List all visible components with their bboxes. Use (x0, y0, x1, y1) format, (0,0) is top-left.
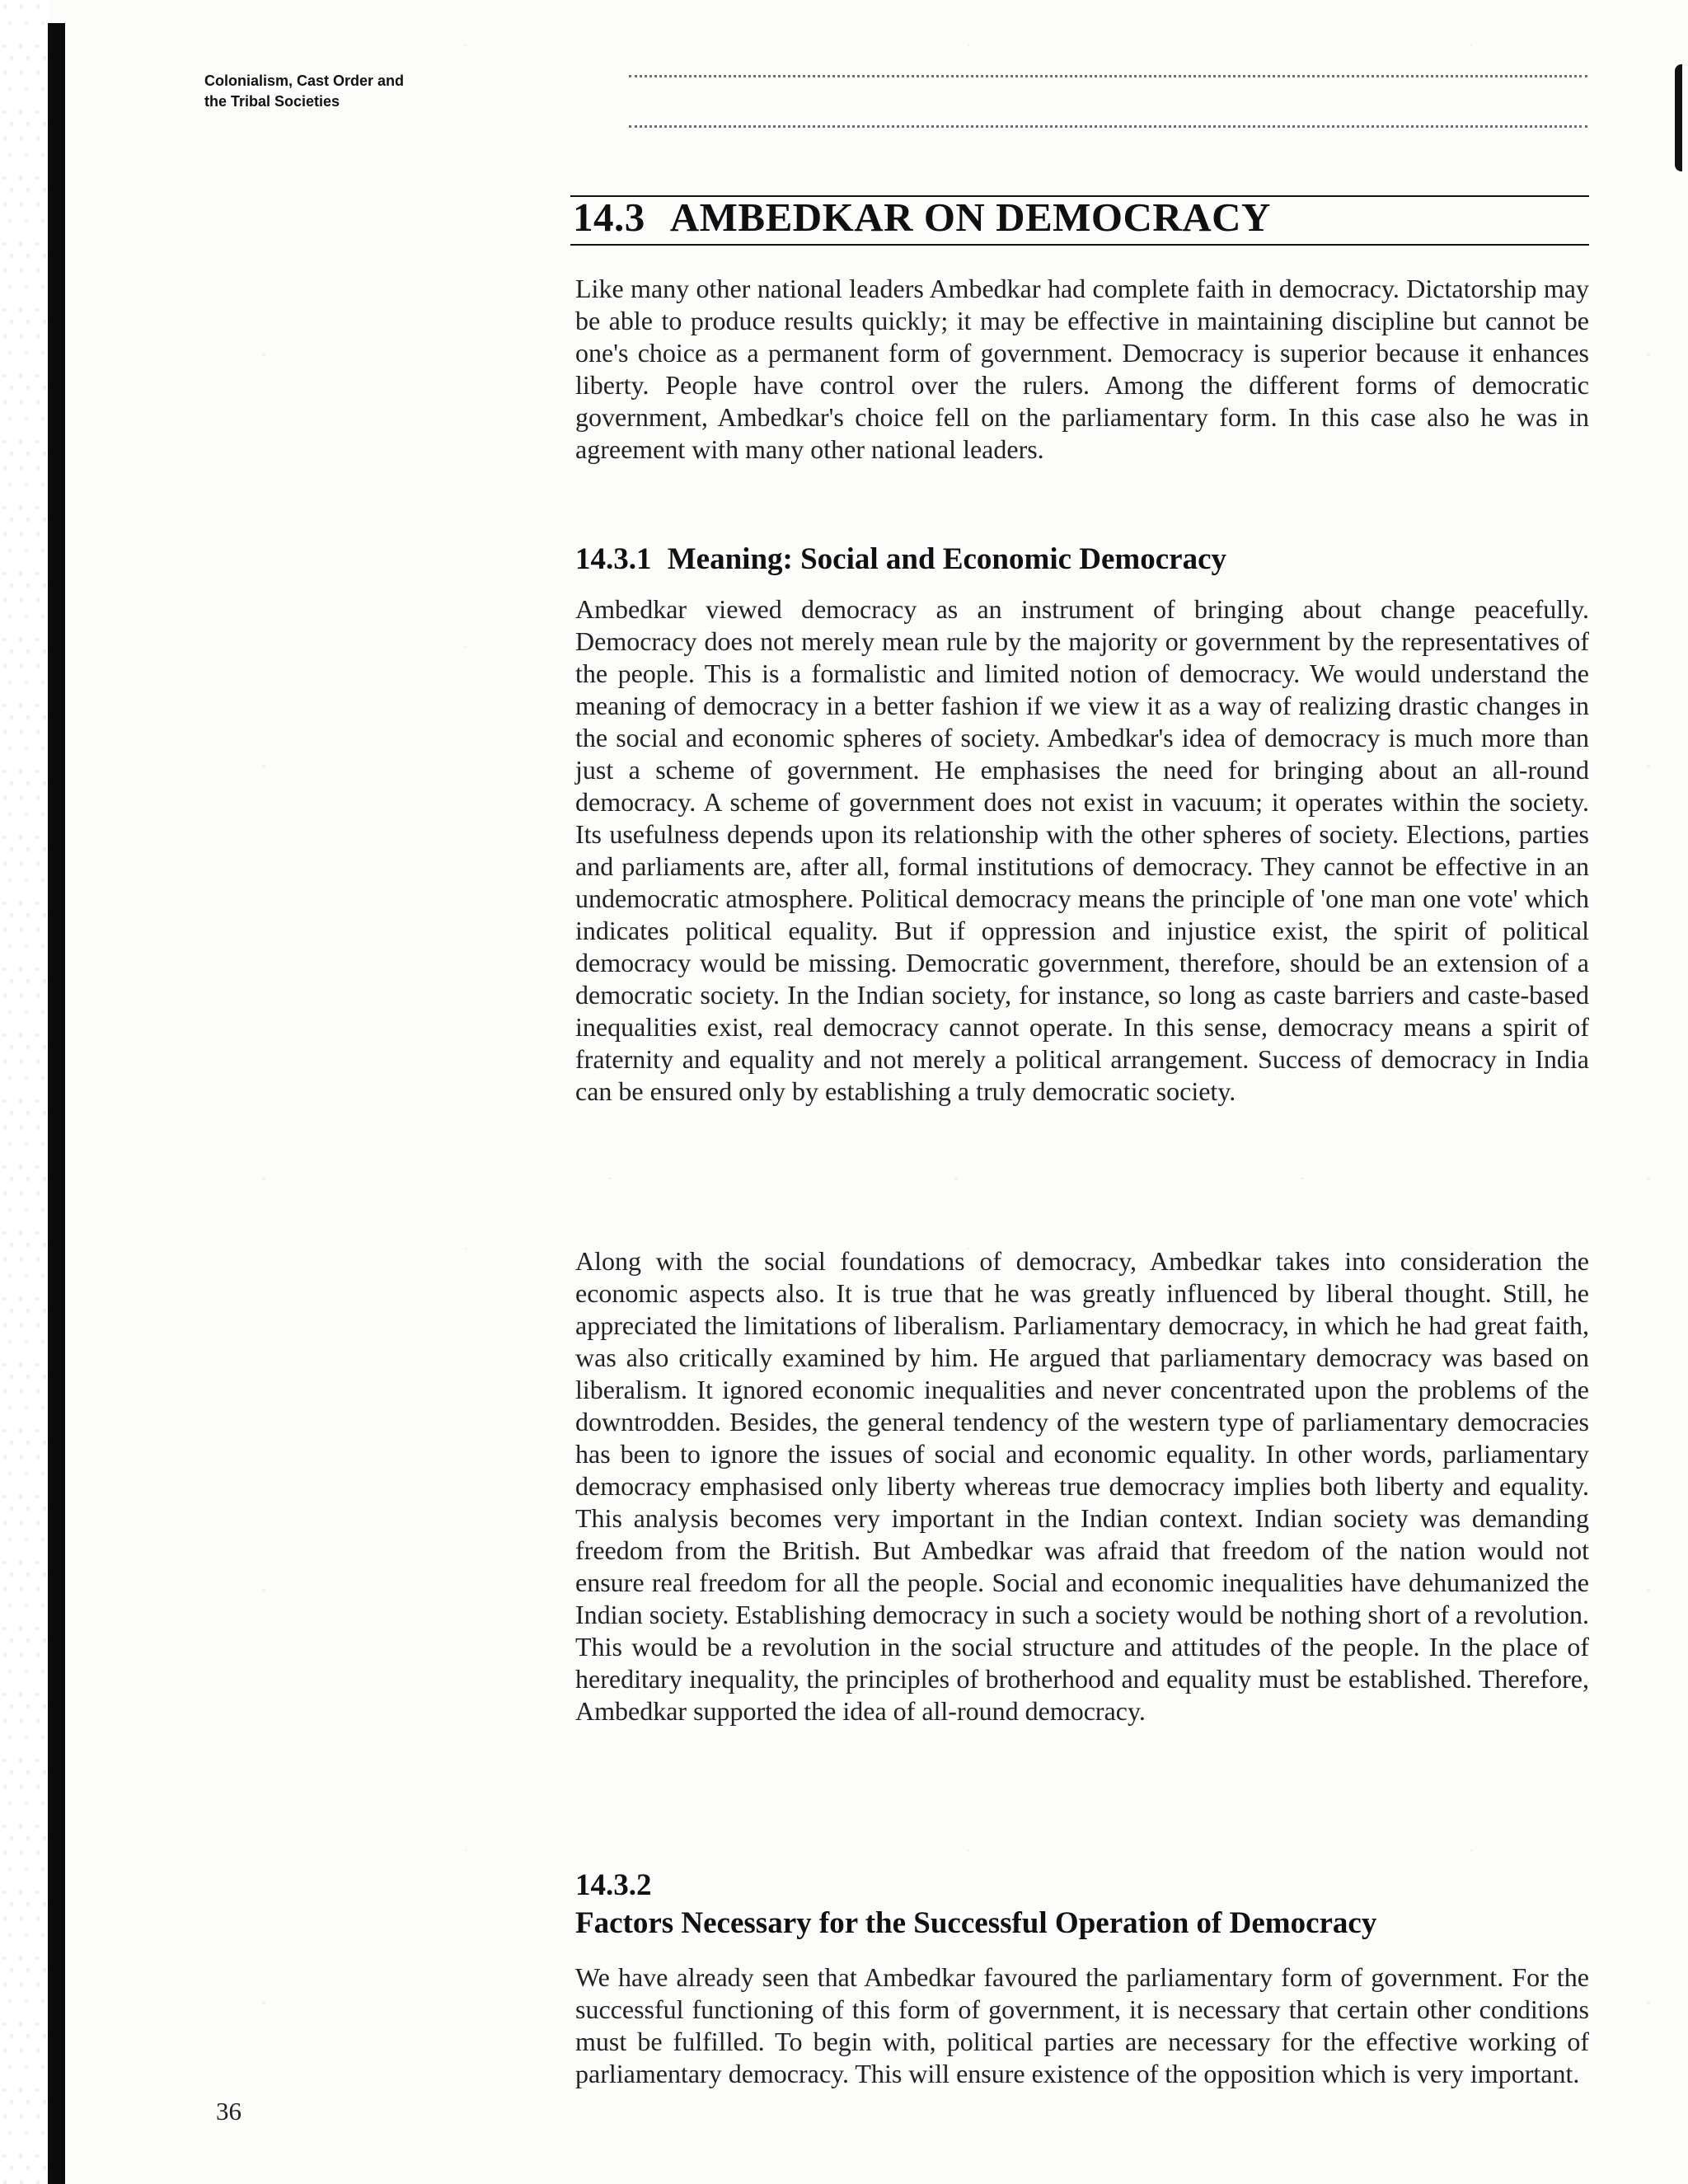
subsection-number: 14.3.2 (575, 1868, 652, 1902)
running-head-line-1: Colonialism, Cast Order and (204, 73, 405, 89)
subsection-14-3-1-paragraph-2-block (575, 1245, 1589, 1727)
subsection-14-3-1-paragraph-1-block (575, 593, 1589, 1108)
body-paragraph: Along with the social foundations of democracy, Ambedkar takes into consideration the economic aspects also. It is true that he was greatly influenced by liberal thought. Still, he appreciated the limitations of liberalism. Parliamentary democracy, in which he had great faith, was also critically examined by him. He argued that parliamentary democracy was based on liberalism. It ignored economic inequalities and never concentrated upon the problems of the downtrodden. Besides, the general tendency of the western type of parliamentary democracies has been to ignore the issues of social and economic equality. In other words, parliamentary democracy emphasised only liberty whereas true democracy implies both liberty and equality. This analysis becomes very important in the Indian context. Indian society was demanding freedom from the British. But Ambedkar was afraid that freedom of the nation would not ensure real freedom for all the people. Social and economic inequalities have dehumanized the Indian society. Establishing democracy in such a society would be nothing short of a revolution. This would be a revolution in the social structure and attitudes of the people. In the place of hereditary inequality, the principles of brotherhood and equality must be established. Therefore, Ambedkar supported the idea of all-round democracy. (575, 1246, 1589, 1726)
intro-paragraph: Like many other national leaders Ambedkar had complete faith in democracy. Dictatorship may be able to produce results quickly; it may be effective in maintaining discipline but cannot be one's choice as a permanent form of government. Democracy is superior because it enhances liberty. People have control over the rulers. Among the different forms of democratic government, Ambedkar's choice fell on the parliamentary form. In this case also he was in agreement with many other national leaders. (575, 274, 1589, 464)
dotted-answer-line-2 (629, 125, 1587, 128)
right-margin-scan-mark (1675, 64, 1682, 171)
book-binding-shadow (48, 23, 65, 2184)
running-head (204, 71, 551, 112)
page-number: 36 (216, 2097, 241, 2125)
section-title-bottom-rule (570, 244, 1589, 246)
intro-text-block (575, 273, 1589, 466)
subsection-title: Factors Necessary for the Successful Operation of Democracy (575, 1906, 1377, 1940)
section-number: 14.3 (573, 194, 645, 240)
scan-noise-texture (0, 0, 48, 2184)
section-title (573, 194, 1271, 241)
subsection-heading-14-3-1 (575, 541, 1226, 579)
body-paragraph: Ambedkar viewed democracy as an instrument of bringing about change peacefully. Democracy does not merely mean rule by the majority or government by the representatives of the people. This is a formalistic and limited notion of democracy. We would understand the meaning of democracy in a better fashion if we view it as a way of realizing drastic changes in the social and economic spheres of society. Ambedkar's idea of democracy is much more than just a scheme of government. He emphasises the need for bringing about an all-round democracy. A scheme of government does not exist in vacuum; it operates within the society. Its usefulness depends upon its relationship with the other spheres of society. Elections, parties and parliaments are, after all, formal institutions of democracy. They cannot be effective in an undemocratic atmosphere. Political democracy means the principle of 'one man one vote' which indicates political equality. But if oppression and injustice exist, the spirit of political democracy would be missing. Democratic government, therefore, should be an extension of a democratic society. In the Indian society, for instance, so long as caste barriers and caste-based inequalities exist, real democracy cannot operate. In this sense, democracy means a spirit of fraternity and equality and not merely a political arrangement. Success of democracy in India can be ensured only by establishing a truly democratic society. (575, 594, 1589, 1106)
dotted-answer-line-1 (629, 75, 1587, 77)
section-heading: AMBEDKAR ON DEMOCRACY (669, 194, 1271, 240)
subsection-heading-14-3-2 (575, 1867, 1548, 1943)
body-paragraph: We have already seen that Ambedkar favoured the parliamentary form of government. For the successful functioning of this form of government, it is necessary that certain other conditions must be fulfilled. To begin with, political parties are necessary for the effective working of parliamentary democracy. This will ensure existence of the opposition which is very important. (575, 1962, 1589, 2088)
running-head-line-2: the Tribal Societies (204, 93, 340, 110)
subsection-14-3-2-paragraph-1-block (575, 1961, 1589, 2090)
subsection-number: 14.3.1 (575, 542, 652, 576)
subsection-title: Meaning: Social and Economic Democracy (667, 542, 1226, 576)
